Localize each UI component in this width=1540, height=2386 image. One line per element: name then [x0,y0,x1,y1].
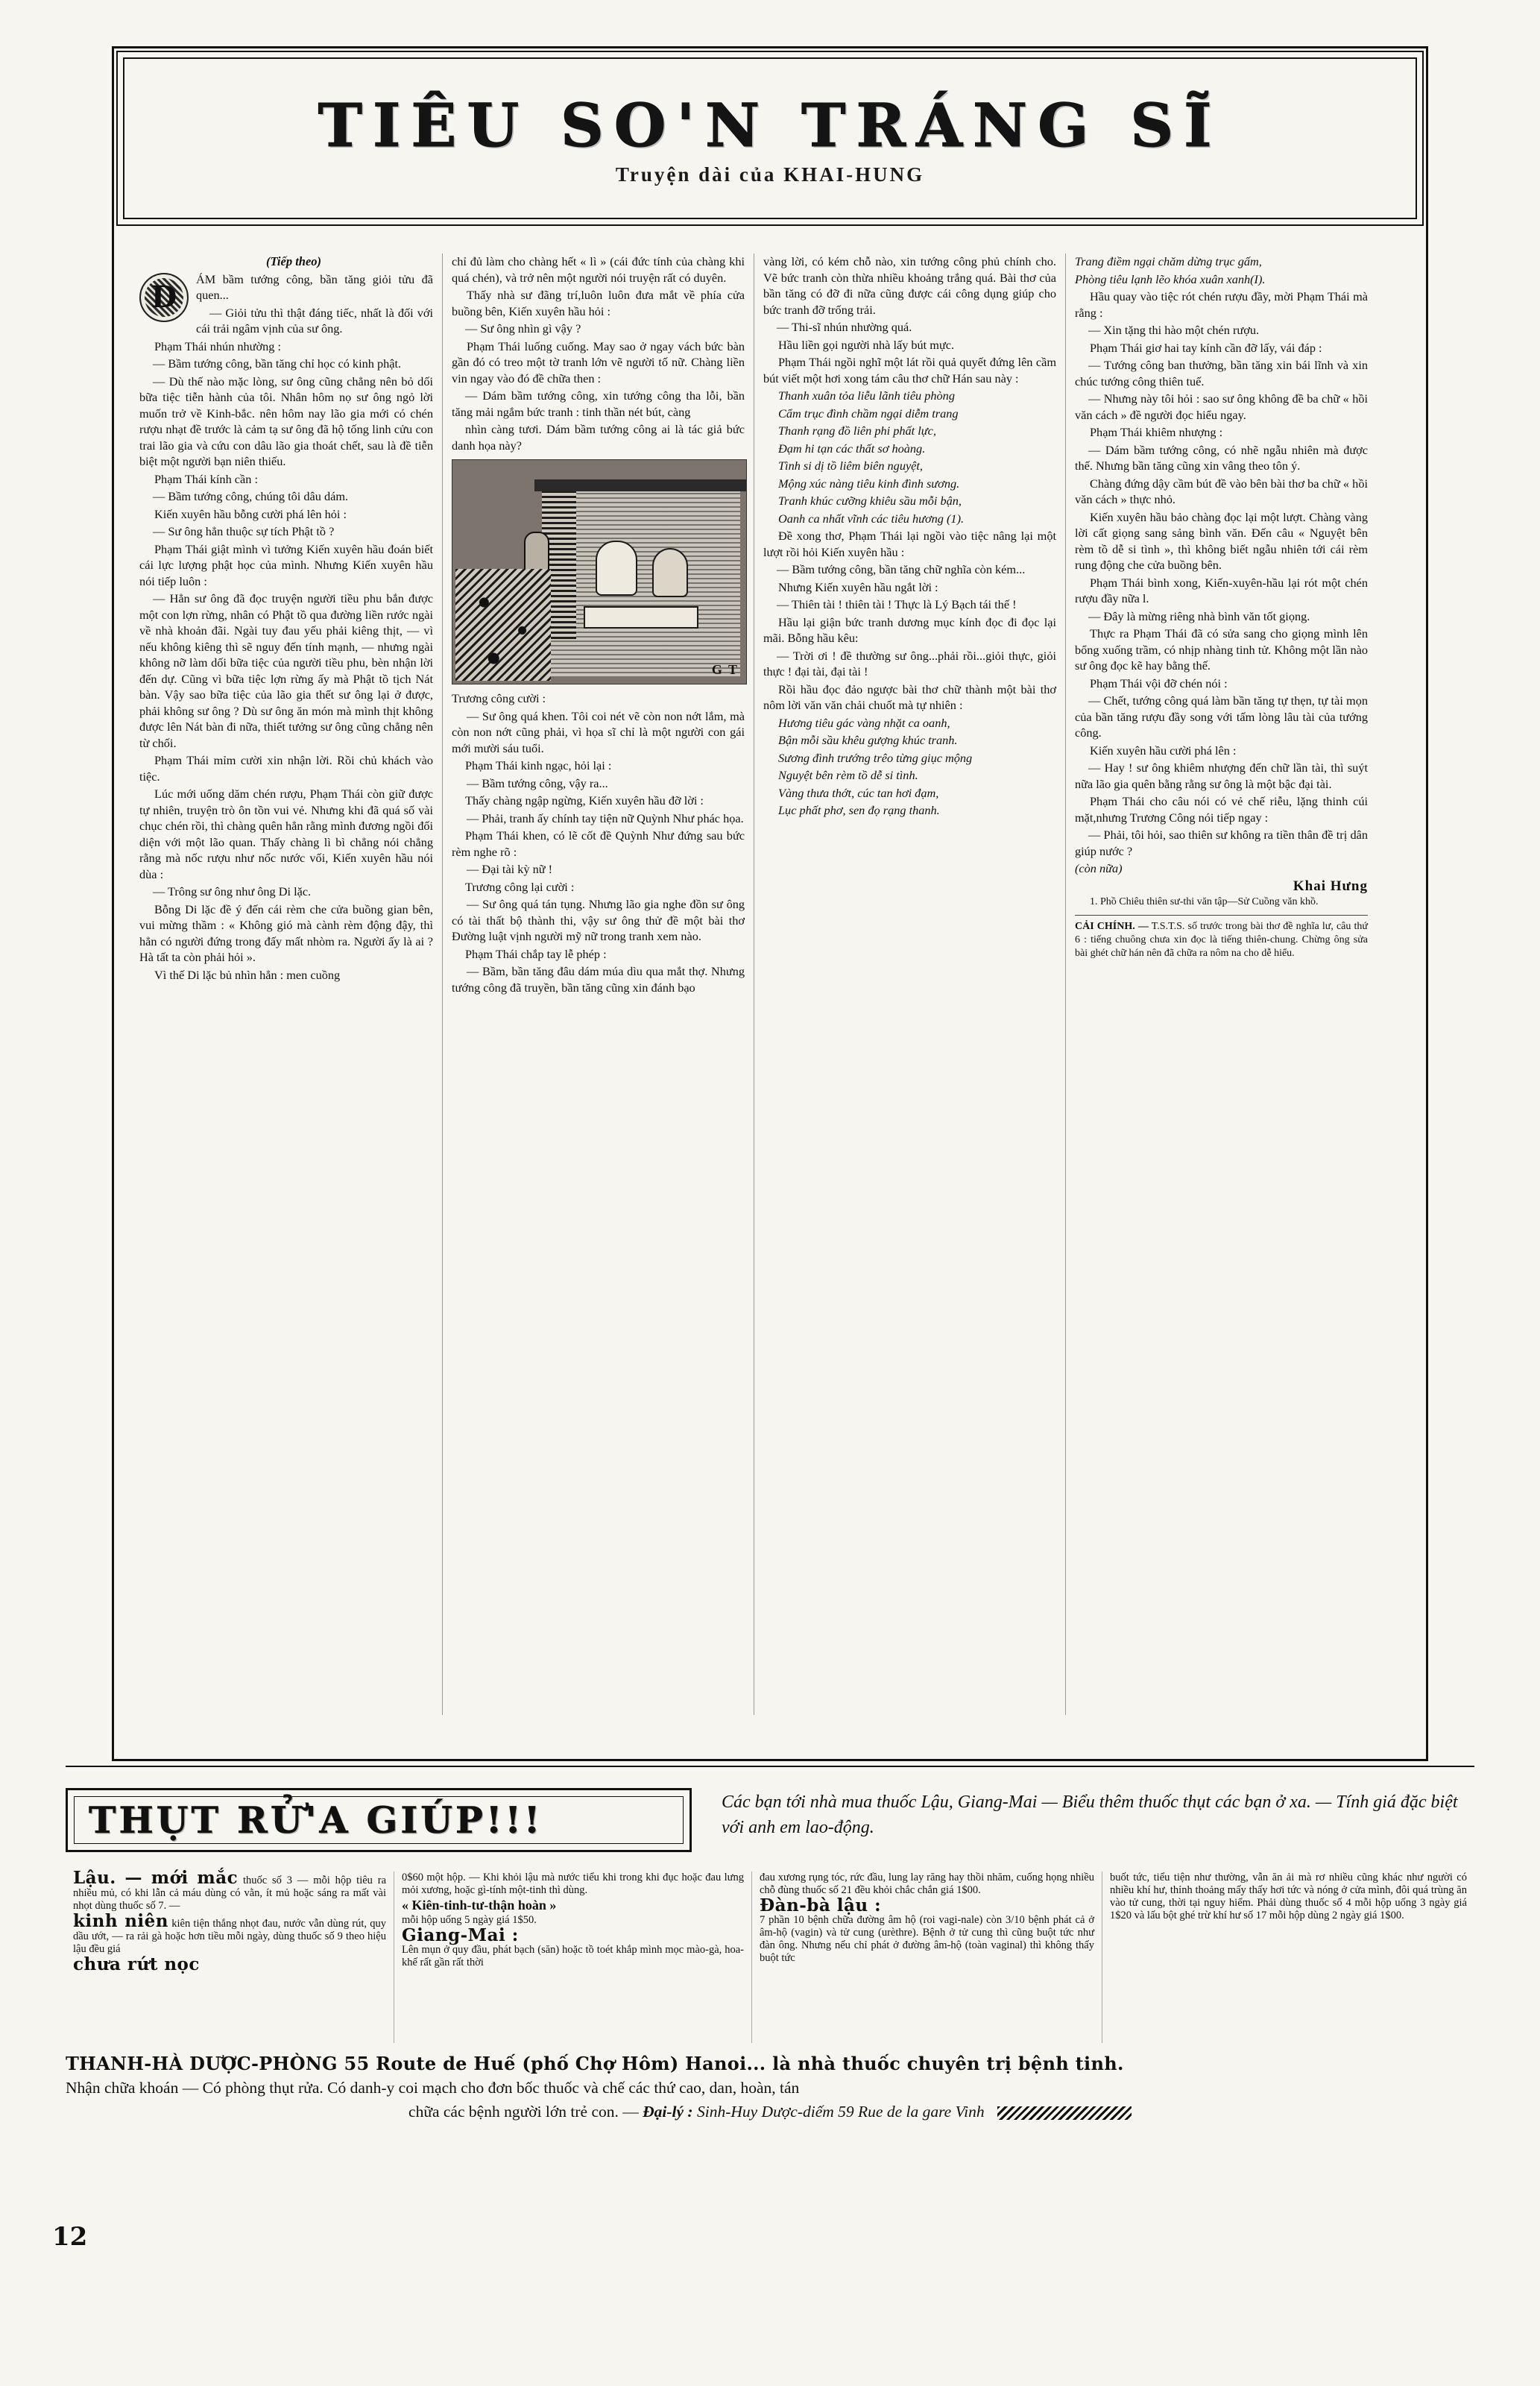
paragraph: Phạm Thái mỉm cười xin nhận lời. Rồi chủ khách vào tiệc. [139,753,433,784]
paragraph: — Bầm tướng công, bần tăng chỉ học có kinh phật. [153,356,402,371]
poem-line: Thanh xuân tỏa liễu lãnh tiêu phòng [778,388,955,403]
paragraph: — Nhưng này tôi hỏi : sao sư ông không đề ba chữ « hồi văn cách » đề người đọc hiểu ngay. [1075,391,1368,422]
illustration-figure-guest [652,548,688,597]
page-number: 12 [52,2222,88,2252]
ad-paragraph: 7 phần 10 bệnh chữa đường âm hộ (roi vagi-nale) còn 3/10 bệnh phát cả ở âm-hộ (vagin) và tử cung (urèthre). Bệnh ở tử cung thì cũng buột tức như đàn ông. Nhưng nếu chỉ phát ở đường âm-hộ (toàn vaginal) thì không thấy buột tức [760,1914,1094,1964]
pharmacy-address: THANH-HÀ DƯỢC-PHÒNG 55 Route de Huế (phố Chợ Hôm) Hanoi... là nhà thuốc chuyên trị bệnh tinh. [66,2053,1124,2074]
ad-product-kientinh: « Kiên-tinh-tư-thận hoàn » [402,1898,557,1913]
paragraph: — Dám bầm tướng công, xin tướng công tha lỗi, bần tăng mải ngắm bức tranh : tinh thần nét bút, càng [452,388,745,419]
ad-footer [66,2052,1474,2124]
ad-heading-lau: Lậu. — mới mắc [73,1868,239,1888]
dropcap-paragraph [139,271,433,337]
paragraph: — Hay ! sư ông khiêm nhượng đến chữ lần tài, thì suýt nữa lão gia quên bằng rằng sư ông là một bậc đại tài. [1075,761,1368,791]
poem-line: Vàng thưa thớt, cúc tan hơi đạm, [778,785,939,800]
paragraph: Hầu liền gọi người nhà lấy bút mực. [778,337,955,352]
ad-title-box [66,1788,692,1852]
paragraph: Trương công cười : [452,691,546,705]
ad-small-text: kiên tiện thắng nhọt đau, nước vẫn dùng rút, quy dầu ướt, — ra rải gà hoặc hơn tiều mỗi ngày, dùng thuốc số 9 theo hiệu lậu đều giá [73,1918,386,1955]
ad-top-rule [66,1766,1474,1767]
poem-line: Thanh rạng đồ liên phi phất lực, [778,424,936,438]
ad-column-2 [394,1872,751,2043]
column-4 [1065,254,1377,1715]
paragraph: Chàng đứng dậy cầm bút đề vào bên bài thơ ba chữ « hồi văn cách » thực nhỏ. [1075,476,1368,506]
ad-heading-danbalau: Đàn-bà lậu : [760,1895,882,1916]
ad-paragraph: buốt tức, tiểu tiện như thường, vẫn ăn ải mà rơ nhiều cũng khác như người có nhiều khí hư, thỉnh thoảng mấy thấy hơi tức và nóng ở cửa mình, đôi quá trùng ăn vào tử cung, thời tại nguy hiểm. Phải dùng thuốc số 4 mỗi hộp uống 3 ngày giá 1$20 và lấu bột ghé trừ khí hư số 17 mỗi hộp dùng 2 ngày giá 1$00. [1110,1872,1467,1921]
ad-lead-text: Các bạn tới nhà mua thuốc Lậu, Giang-Mai — Biểu thêm thuốc thụt các bạn ở xa. — Tính giá đặc biệt với anh em lao-động. [722,1792,1458,1837]
paragraph: — Dám bầm tướng công, có nhẽ ngẫu nhiên mà được thế. Nhưng bần tăng cũng xin vâng theo tôn ý. [1075,442,1368,473]
continued-label: (Tiếp theo) [265,254,322,268]
drop-cap: D [139,273,189,322]
paragraph: — Sư ông quá khen. Tôi coi nét vẽ còn non nớt lắm, mà còn non nớt cũng phải, vì họa sĩ chỉ là một người con gái mới mười sáu tuổi. [452,708,745,755]
paragraph: — Phải, tôi hỏi, sao thiên sư không ra tiền thân đề trị dân giúp nước ? [1075,828,1368,858]
paragraph: Vì thế Di lặc bủ nhìn hẳn : men cuồng [154,967,341,982]
ad-heading-giangmai: Giang-Mai : [402,1925,519,1945]
ad-heading-chuarutnoc: chưa rứt nọc [73,1954,200,1974]
divider [1075,915,1368,916]
paragraph: — Bầm tướng công, bần tăng chữ nghĩa còn kém... [777,562,1026,576]
ad-header [66,1784,1474,1866]
poem-line: Tranh khúc cưỡng khiêu sầu mỗi bận, [778,494,962,508]
page-title: TIÊU SO'N TRÁNG SĨ [318,90,1222,160]
illustration-foliage [455,569,551,681]
decorative-hatch [997,2106,1132,2120]
paragraph: — Xin tặng thi hào một chén rượu. [1088,323,1260,337]
paragraph: Thực ra Phạm Thái đã có sửa sang cho giọng mình lên bổng xuống trầm, có nhịp nhàng tinh tử. Không một lần nào sư ông đọc kẽ hay bằng thế. [1075,626,1368,673]
paragraph: — Hẳn sư ông đã đọc truyện người tiều phu bắn được một con lợn rừng, nhân có Phật tồ qua đường liền rước ngài về nhà khoản đãi. Ngài tuy đau yếu phải kiêng thịt, — vì nếu không kiêng thì sẽ nguy đến tính mạnh, — nhưng ngài không nỡ làm dối bữa tiệc của người tiều phu, bèn nhận lời đến dự. Cũng vì bữa tiệc lợn rừng ấy mà Phật tồ tịch Nát bàn. Vậy sao bữa tiệc của lão gia thết sư ông lại ở được, phải không sư ông ? Dù sư ông ăn món mà mình thịt không được lên Nát bàn đi nữa, thiết tưởng sư ông cũng chẳng nên từ chối. [139,591,433,750]
paragraph: Rồi hầu đọc đảo ngược bài thơ chữ thành một bài thơ nôm lời văn văn chải chuốt mà tự nhiên : [763,682,1056,712]
poem-line: Oanh ca nhất vĩnh các tiêu hương (1). [778,511,965,526]
pharmacy-services-2 [66,2100,1474,2124]
paragraph: Phạm Thái cho câu nói có vẻ chế riễu, lặng thinh cúi mặt,nhưng Trương Công nói tiếp ngay : [1075,794,1368,825]
correction-heading: CẢI CHÍNH. — [1075,921,1149,932]
ad-small-text: thuốc số 3 — [242,1875,309,1886]
ad-column-1 [66,1868,394,2043]
paragraph: — Sư ông quá tán tụng. Nhưng lão gia nghe đồn sư ông có tài thất bộ thành thi, vậy sư ông thử đề một bài thơ Đường luật vịnh người mỹ nữ trong tranh xem nào. [452,897,745,943]
masthead-inner-border [123,57,1417,219]
paragraph: — Chết, tướng công quá làm bần tăng tự thẹn, tự tài mọn của bần tăng rượu đầy song với tấm lòng lâu tài của tướng công. [1075,693,1368,740]
illustration-table [584,606,698,629]
paragraph: Hầu lại giận bức tranh dương mục kính đọc đi đọc lại mãi. Bỗng hầu kêu: [763,614,1056,645]
ad-title: THỤT RỬ'A GIÚP!!! [89,1798,543,1842]
paragraph: Đề xong thơ, Phạm Thái lại ngồi vào tiệc nâng lại một lượt rồi hỏi Kiến xuyên hầu : [763,529,1056,559]
poem-line: Bận mỗi sầu khêu gượng khúc tranh. [778,733,958,747]
column-3 [754,254,1065,1715]
agent-label: Đại-lý : [643,2103,693,2121]
paragraph: ÁM bầm tướng công, bần tăng giỏi tửu đã quen... [196,271,433,302]
pharmacy-services-text: chữa các bệnh người lớn trẻ con. — [408,2103,639,2121]
paragraph: Phạm Thái kinh ngạc, hỏi lại : [465,758,612,772]
paragraph: Hầu quay vào tiệc rót chén rượu đầy, mời Phạm Thái mà rằng : [1075,289,1368,320]
poem-line: Lục phất phơ, sen đọ rạng thanh. [778,803,940,817]
paragraph: Phạm Thái kính cần : [154,471,258,486]
paragraph: — Tướng công ban thưởng, bần tăng xin bái lĩnh và xin chúc tướng công thiên tuế. [1075,358,1368,388]
ad-line [73,1868,387,1913]
illustration-beam [534,479,746,491]
correction-text: T.S.T.S. số trước trong bài thơ đề nghĩa lư, câu thứ 6 : tiếng chuông chưa xin đọc là tiếng thiên-chung. Chừng ông sửa bài ghét chữ hán nên đã chữa ra nôm na cho dễ hiểu. [1075,921,1369,959]
ad-columns [66,1868,1474,2043]
paragraph: — Sư ông nhìn gì vậy ? [465,321,581,336]
ad-small-text: mỗi hộp tiêu ra nhiều mủ, có khi lẫn cả máu dùng có vằn, ít mủ hoặc sáng ra mất vài nhọt dùng thuốc số 7. — [73,1875,387,1912]
paragraph: Phạm Thái nhún nhường : [154,339,281,353]
poem-line: Mộng xúc nàng tiêu kinh đình sương. [778,476,960,491]
paragraph: Phạm Thái khen, có lẽ cốt đề Quỳnh Như đứng sau bức rèm nghe rõ : [452,828,745,859]
ad-line [73,1911,386,1956]
ad-paragraph: mỗi hộp uống 5 ngày giá 1$50. [402,1914,537,1926]
paragraph: chỉ đủ làm cho chàng hết « lì » (cái đức tính của chàng khi quá chén), và trở nên một người nói truyện rất có duyên. [452,254,745,285]
paragraph: — Thi-sĩ nhún nhường quá. [777,320,912,334]
paragraph: Bỗng Di lặc đề ý đến cái rèm che cửa buồng gian bên, vui mừng thầm : « Không gió mà cành rèm động đậy, thì hẳn có người đứng trong đấy mất nhòm ra. Người ấy là ai ? Hà tất ta còn phải hỏi ». [139,901,433,964]
paragraph: Phạm Thái khiêm nhượng : [1090,425,1223,439]
ad-paragraph: 0$60 một hộp. — Khi khỏi lậu mà nước tiểu khi trong khi đục hoặc đau lưng mỏi xương, hoặc gì-tính một-tinh thì dùng. [402,1872,744,1896]
footnote: 1. Phồ Chiêu thiên sư-thi văn tập—Sử Cuồng văn khồ. [1090,896,1319,907]
to-be-continued: (còn nữa) [1075,861,1123,875]
paragraph: Kiến xuyên hầu cười phá lên : [1090,743,1237,758]
illustration [452,459,747,684]
illustration-signature: G T [711,661,739,677]
paragraph: — Dù thế nào mặc lòng, sư ông cũng chẳng nên bỏ dối bữa tiệc tiễn hành của tôi. Nhân hôm nọ sư ông ngỏ lời muốn trở về Kinh-bắc. nên hôm nay lão gia mới có chén rượu nhạt đề trước là cảm tạ sư ông đã hộ tống linh cửu con trai lão gia và cứu con dâu lão gia thoát chết, sau là đề tiễn biệt một người bạn niên thiếu. [139,374,433,468]
paragraph: Phạm Thái giật mình vì tưởng Kiến xuyên hầu đoán biết cái lực lượng phật học của mình. Nhưng Kiến xuyên hầu nói tiếp luôn : [139,541,433,588]
paragraph: — Bầm, bần tăng đâu dám múa dìu qua mắt thợ. Nhưng tướng công đã truyền, bần tăng cũng xin đánh bạo [452,964,745,995]
paragraph: Nhưng Kiến xuyên hầu ngắt lời : [778,579,938,594]
paragraph: — Trông sư ông như ông Di lặc. [153,884,312,898]
column-2 [442,254,754,1715]
poem-line: Phòng tiêu lạnh lẽo khóa xuân xanh(I). [1075,271,1266,286]
ad-paragraph: Lên mụn ở quy đầu, phát bạch (săn) hoặc tồ toét khắp mình mọc mào-gà, hoa-khế rất gần rất thời [402,1944,744,1968]
poem-line: Cẩm trục đình chầm ngại diễm trang [778,406,959,421]
paragraph: Lúc mới uống dăm chén rượu, Phạm Thái còn giữ được tự nhiên, truyện trò ôn tồn vui vẻ. Nhưng khi đã quá số vài chục chén rồi, thì chàng quên hẳn rằng mình đương ngồi đối diện với một lão quan. Thấy chàng lì bì chẳng nói chẳng rằng mà nốc rượu như nốc nước vối, Kiến xuyên hầu nói dùa : [139,787,433,881]
pharmacy-services: Nhận chữa khoán — Có phòng thụt rửa. Có danh-y coi mạch cho đơn bốc thuốc và chế các thứ cao, dan, hoàn, tán [66,2079,800,2097]
ad-paragraph: đau xương rụng tóc, rức đầu, lung lay răng hay thồi nhăm, cuống họng nhiều chỗ đùng thuốc số 21 đều khỏi chắc chắn giá 1$00. [760,1872,1094,1896]
paragraph: Phạm Thái ngồi nghĩ một lát rồi quả quyết đứng lên cầm bút viết một hơi xong tám câu thơ chữ Hán sau này : [763,355,1056,385]
ad-column-3 [751,1872,1102,2043]
paragraph: vàng lời, có kém chỗ nào, xin tướng công phủ chính cho. Vẽ bức tranh còn thừa nhiều khoảng trắng quá. Bài thơ của bần tăng có đỡ đi nữa cũng được cái công dụng giúp cho bức tranh đỡ trống trải. [763,254,1056,317]
paragraph: — Bầm tướng công, chúng tôi dâu dám. [153,489,349,503]
author-signature: Khai Hưng [1293,878,1368,894]
poem-line: Hương tiêu gác vàng nhặt ca oanh, [778,715,950,730]
paragraph: Phạm Thái chắp tay lễ phép : [465,946,607,961]
column-1 [130,254,442,1715]
ad-column-4 [1102,1872,1474,2043]
illustration-figure-seated [596,541,637,596]
advertisement [66,1784,1474,2201]
paragraph: Phạm Thái luống cuống. May sao ở ngay vách bức bàn gần đó có treo một tờ tranh lớn vẽ người tố nữ. Chàng liền vin ngay vào đó đề chữa then : [452,339,745,385]
ad-heading-kinhnien: kinh niên [73,1911,169,1931]
poem-line: Nguyệt bên rèm tồ dễ si tình. [778,768,918,782]
paragraph: — Đây là mừng riêng nhà bình văn tốt giọng. [1088,608,1310,623]
paragraph: Trương công lại cười : [465,879,575,894]
ad-line [73,1954,386,1974]
paragraph: Phạm Thái giơ hai tay kính cần đỡ lấy, vái đáp : [1090,340,1322,355]
poem-line: Đạm hi tạn các thất sơ hoàng. [778,441,926,456]
masthead [116,51,1424,226]
article-columns [130,254,1410,1715]
paragraph: — Sư ông hẳn thuộc sự tích Phật tồ ? [153,524,335,538]
paragraph: Thấy nhà sư đãng trí,luôn luôn đưa mắt về phía cửa buồng bên, Kiến xuyên hầu hỏi : [452,288,745,318]
paragraph: — Phải, tranh ấy chính tay tiện nữ Quỳnh Như phác họa. [467,810,744,825]
paragraph: — Bầm tướng công, vậy ra... [467,775,608,790]
paragraph: — Đại tài kỳ nữ ! [467,862,553,876]
paragraph: — Trời ơi ! đề thường sư ông...phải rồi...giỏi thực, giỏi thực ! đại tài, đại tài ! [763,648,1056,679]
agent-address: Sinh-Huy Dược-diếm 59 Rue de la gare Vinh [696,2103,985,2121]
paragraph: Thấy chàng ngập ngừng, Kiến xuyên hầu đỡ lời : [465,793,704,808]
masthead-subtitle: Truyện dài của KHAI-HUNG [615,163,925,186]
paragraph: nhìn càng tươi. Dám bầm tướng công ai là tác giả bức danh họa này? [452,422,745,453]
poem-line: Sương đình trướng trêo từng giục mộng [778,750,973,765]
paragraph: Phạm Thái bình xong, Kiến-xuyên-hầu lại rót một chén rượu đầy nữa l. [1075,575,1368,605]
paragraph: Kiến xuyên hầu bảo chàng đọc lại một lượt. Chàng vàng lời cất giọng sang sảng bình văn. Đến câu « Nguyệt bên rèm tồ dễ si tình », thì không biết ngẫu nhiên tới cái rèm rung động che cửa buồng bên. [1075,509,1368,572]
paragraph: — Giỏi tửu thì thật đáng tiếc, nhất là đối với cái trải ngâm vịnh của sư ông. [196,305,433,336]
paragraph: — Thiên tài ! thiên tài ! Thực là Lý Bạch tái thế ! [777,597,1017,611]
poem-line: Tình si dị tồ liêm biên nguyệt, [778,459,923,473]
poem-line: Trang điềm ngại chăm dừng trục gấm, [1075,254,1262,268]
correction-block [1075,920,1368,960]
paragraph: Kiến xuyên hầu bỗng cười phá lên hỏi : [154,506,347,521]
paragraph: Phạm Thái vội đỡ chén nói : [1090,676,1228,690]
